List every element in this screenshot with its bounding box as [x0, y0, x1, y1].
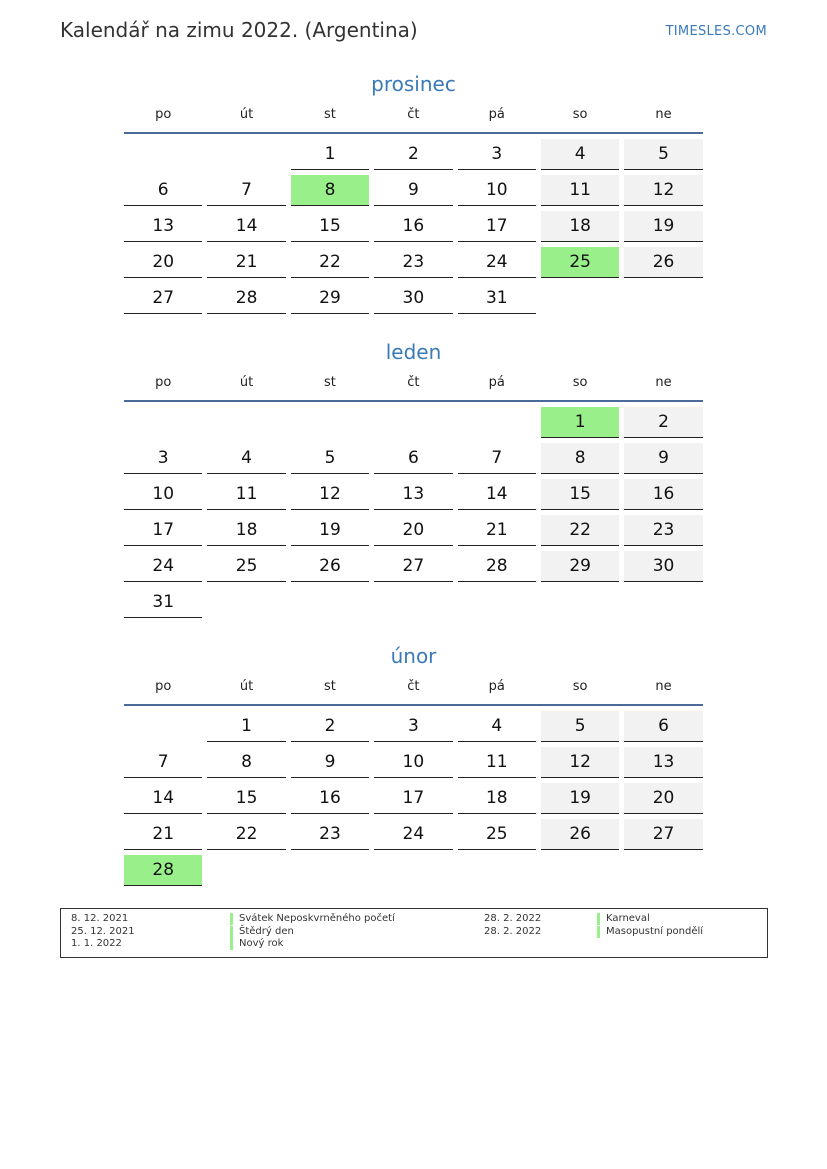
- day-cell: [458, 551, 541, 587]
- day-cell: [374, 783, 457, 819]
- day-number: 5: [541, 711, 619, 742]
- day-cell: [624, 551, 707, 587]
- legend-name: Štědrý den: [230, 926, 294, 938]
- legend-name: Karneval: [597, 913, 650, 925]
- day-number: 23: [374, 247, 452, 278]
- empty-cell: [207, 587, 290, 623]
- day-number: 20: [624, 783, 702, 814]
- day-cell: [374, 283, 457, 319]
- empty-cell: [291, 407, 374, 443]
- day-number: 21: [458, 515, 536, 546]
- empty-cell: [124, 139, 207, 175]
- day-cell: [291, 479, 374, 515]
- day-cell: [124, 479, 207, 515]
- day-number: 4: [207, 443, 285, 474]
- day-number: 6: [374, 443, 452, 474]
- day-cell: [374, 515, 457, 551]
- day-number: 29: [541, 551, 619, 582]
- day-number: 10: [458, 175, 536, 206]
- day-cell: [541, 747, 624, 783]
- empty-cell: [207, 855, 290, 891]
- empty-cell: [291, 587, 374, 623]
- day-number: 27: [624, 819, 702, 850]
- day-number: 28: [207, 283, 285, 314]
- day-cell: [541, 711, 624, 747]
- day-cell: [541, 175, 624, 211]
- day-cell: [458, 711, 541, 747]
- legend-date: 1. 1. 2022: [71, 938, 122, 949]
- day-cell: [124, 551, 207, 587]
- week-row: [124, 443, 703, 479]
- day-number: 4: [541, 139, 619, 170]
- day-number: 3: [458, 139, 536, 170]
- day-number: 27: [124, 283, 202, 314]
- day-number: 23: [624, 515, 702, 546]
- day-number: 16: [291, 783, 369, 814]
- week-row: [124, 247, 703, 283]
- week-row: [124, 747, 703, 783]
- day-cell: [124, 247, 207, 283]
- holiday-day-cell: [541, 407, 624, 443]
- weekday-label: pá: [488, 679, 505, 694]
- day-number: 25: [207, 551, 285, 582]
- weekday-label: pá: [488, 375, 505, 390]
- day-cell: [124, 211, 207, 247]
- empty-cell: [374, 407, 457, 443]
- day-cell: [291, 211, 374, 247]
- empty-cell: [624, 587, 707, 623]
- day-number: 18: [541, 211, 619, 242]
- day-cell: [458, 747, 541, 783]
- day-number: 1: [291, 139, 369, 170]
- day-cell: [624, 783, 707, 819]
- day-cell: [458, 819, 541, 855]
- day-cell: [291, 747, 374, 783]
- day-cell: [624, 443, 707, 479]
- empty-cell: [207, 139, 290, 175]
- weekday-header: [124, 104, 703, 134]
- month-name: únor: [390, 644, 437, 668]
- day-cell: [374, 175, 457, 211]
- weeks-grid: [124, 139, 703, 319]
- weekday-label: ne: [655, 375, 672, 390]
- day-number: 26: [291, 551, 369, 582]
- day-number: 15: [541, 479, 619, 510]
- day-cell: [207, 783, 290, 819]
- weekday-label: ne: [655, 107, 672, 122]
- day-number: 11: [458, 747, 536, 778]
- day-number: 11: [541, 175, 619, 206]
- day-number: 5: [624, 139, 702, 170]
- day-cell: [458, 443, 541, 479]
- day-number: 8: [291, 175, 369, 206]
- week-row: [124, 479, 703, 515]
- day-cell: [291, 139, 374, 175]
- weekday-label: st: [324, 107, 336, 122]
- week-row: [124, 211, 703, 247]
- day-number: 13: [374, 479, 452, 510]
- day-number: 8: [541, 443, 619, 474]
- weekday-label: út: [239, 679, 254, 694]
- day-number: 12: [291, 479, 369, 510]
- day-cell: [458, 139, 541, 175]
- day-cell: [124, 283, 207, 319]
- legend-name: Masopustní pondělí: [597, 926, 703, 938]
- day-cell: [541, 139, 624, 175]
- day-number: 6: [624, 711, 702, 742]
- empty-cell: [291, 855, 374, 891]
- empty-cell: [624, 855, 707, 891]
- week-row: [124, 855, 703, 891]
- day-number: 24: [374, 819, 452, 850]
- day-cell: [458, 247, 541, 283]
- day-number: 10: [124, 479, 202, 510]
- day-cell: [458, 175, 541, 211]
- month-name: leden: [385, 340, 442, 364]
- day-number: 19: [541, 783, 619, 814]
- week-row: [124, 407, 703, 443]
- weekday-label: st: [324, 679, 336, 694]
- week-row: [124, 711, 703, 747]
- day-cell: [207, 283, 290, 319]
- month-calendar: [124, 642, 703, 891]
- weekday-label: so: [572, 679, 588, 694]
- weekday-label: so: [572, 107, 588, 122]
- day-cell: [624, 479, 707, 515]
- day-cell: [207, 443, 290, 479]
- day-number: 12: [541, 747, 619, 778]
- day-number: 17: [124, 515, 202, 546]
- day-number: 22: [291, 247, 369, 278]
- month-name: prosinec: [371, 72, 456, 96]
- day-cell: [124, 783, 207, 819]
- day-cell: [458, 783, 541, 819]
- day-number: 7: [458, 443, 536, 474]
- day-number: 25: [541, 247, 619, 278]
- day-cell: [541, 819, 624, 855]
- day-number: 18: [207, 515, 285, 546]
- day-cell: [374, 211, 457, 247]
- week-row: [124, 515, 703, 551]
- day-cell: [207, 711, 290, 747]
- day-cell: [124, 747, 207, 783]
- day-cell: [291, 443, 374, 479]
- month-calendar: [124, 70, 703, 319]
- day-cell: [541, 211, 624, 247]
- day-cell: [207, 551, 290, 587]
- week-row: [124, 283, 703, 319]
- day-number: 22: [541, 515, 619, 546]
- day-number: 28: [458, 551, 536, 582]
- day-cell: [374, 479, 457, 515]
- day-cell: [207, 747, 290, 783]
- day-cell: [374, 247, 457, 283]
- day-cell: [124, 443, 207, 479]
- legend-date: 25. 12. 2021: [71, 926, 135, 937]
- day-number: 16: [374, 211, 452, 242]
- week-row: [124, 783, 703, 819]
- empty-cell: [541, 587, 624, 623]
- day-cell: [624, 211, 707, 247]
- day-number: 18: [458, 783, 536, 814]
- day-number: 25: [458, 819, 536, 850]
- empty-cell: [207, 407, 290, 443]
- week-row: [124, 819, 703, 855]
- day-cell: [624, 247, 707, 283]
- legend-date: 28. 2. 2022: [484, 913, 542, 924]
- day-number: 13: [124, 211, 202, 242]
- day-cell: [374, 819, 457, 855]
- day-number: 23: [291, 819, 369, 850]
- day-cell: [374, 551, 457, 587]
- day-cell: [458, 283, 541, 319]
- day-cell: [541, 515, 624, 551]
- weeks-grid: [124, 711, 703, 891]
- empty-cell: [541, 855, 624, 891]
- day-number: 3: [124, 443, 202, 474]
- weekday-label: út: [239, 375, 254, 390]
- day-number: 24: [124, 551, 202, 582]
- day-number: 9: [624, 443, 702, 474]
- day-number: 4: [458, 711, 536, 742]
- day-number: 21: [207, 247, 285, 278]
- empty-cell: [374, 587, 457, 623]
- day-cell: [207, 247, 290, 283]
- day-number: 21: [124, 819, 202, 850]
- day-cell: [541, 443, 624, 479]
- day-cell: [291, 283, 374, 319]
- legend-date: 28. 2. 2022: [484, 926, 542, 937]
- day-number: 9: [291, 747, 369, 778]
- weekday-label: út: [239, 107, 254, 122]
- day-number: 8: [207, 747, 285, 778]
- day-number: 26: [624, 247, 702, 278]
- brand-link[interactable]: TIMESLES.COM: [665, 24, 767, 39]
- day-number: 6: [124, 175, 202, 206]
- day-number: 14: [124, 783, 202, 814]
- day-cell: [458, 515, 541, 551]
- day-number: 2: [624, 407, 702, 438]
- day-number: 16: [624, 479, 702, 510]
- holiday-day-cell: [541, 247, 624, 283]
- day-number: 13: [624, 747, 702, 778]
- day-number: 15: [207, 783, 285, 814]
- day-cell: [124, 819, 207, 855]
- day-number: 2: [374, 139, 452, 170]
- day-number: 20: [374, 515, 452, 546]
- day-number: 7: [124, 747, 202, 778]
- holiday-day-cell: [291, 175, 374, 211]
- weekday-label: ne: [655, 679, 672, 694]
- empty-cell: [374, 855, 457, 891]
- day-cell: [624, 819, 707, 855]
- day-cell: [541, 551, 624, 587]
- day-number: 26: [541, 819, 619, 850]
- day-cell: [374, 747, 457, 783]
- day-cell: [624, 139, 707, 175]
- empty-cell: [624, 283, 707, 319]
- weekday-label: čt: [407, 375, 420, 390]
- day-number: 12: [624, 175, 702, 206]
- day-cell: [624, 711, 707, 747]
- day-number: 14: [458, 479, 536, 510]
- empty-cell: [541, 283, 624, 319]
- day-cell: [291, 247, 374, 283]
- day-number: 10: [374, 747, 452, 778]
- legend-date: 8. 12. 2021: [71, 913, 129, 924]
- empty-cell: [458, 407, 541, 443]
- day-cell: [291, 551, 374, 587]
- day-cell: [374, 711, 457, 747]
- day-number: 20: [124, 247, 202, 278]
- weekday-label: so: [572, 375, 588, 390]
- day-cell: [458, 479, 541, 515]
- weekday-header: [124, 676, 703, 706]
- day-number: 28: [124, 855, 202, 886]
- day-number: 17: [458, 211, 536, 242]
- day-number: 31: [124, 587, 202, 618]
- day-cell: [207, 175, 290, 211]
- day-number: 1: [541, 407, 619, 438]
- day-number: 17: [374, 783, 452, 814]
- day-number: 24: [458, 247, 536, 278]
- day-cell: [207, 211, 290, 247]
- holiday-legend: [60, 908, 768, 958]
- day-cell: [207, 515, 290, 551]
- day-cell: [541, 783, 624, 819]
- weekday-header: [124, 372, 703, 402]
- weekday-label: čt: [407, 107, 420, 122]
- day-number: 11: [207, 479, 285, 510]
- day-cell: [541, 479, 624, 515]
- legend-name: Svátek Neposkvrněného početí: [230, 913, 395, 925]
- day-cell: [624, 175, 707, 211]
- week-row: [124, 139, 703, 175]
- day-cell: [124, 515, 207, 551]
- week-row: [124, 551, 703, 587]
- weekday-label: pá: [488, 107, 505, 122]
- weekday-label: po: [155, 107, 172, 122]
- day-number: 19: [291, 515, 369, 546]
- month-calendar: [124, 338, 703, 623]
- day-number: 30: [374, 283, 452, 314]
- day-number: 29: [291, 283, 369, 314]
- empty-cell: [124, 407, 207, 443]
- legend-name: Nový rok: [230, 938, 283, 950]
- page-title: Kalendář na zimu 2022. (Argentina): [60, 18, 418, 42]
- day-number: 15: [291, 211, 369, 242]
- empty-cell: [458, 587, 541, 623]
- day-cell: [291, 819, 374, 855]
- day-cell: [207, 479, 290, 515]
- day-cell: [624, 407, 707, 443]
- day-number: 1: [207, 711, 285, 742]
- day-cell: [458, 211, 541, 247]
- week-row: [124, 587, 703, 623]
- day-cell: [291, 783, 374, 819]
- weekday-label: po: [155, 679, 172, 694]
- day-number: 19: [624, 211, 702, 242]
- weeks-grid: [124, 407, 703, 623]
- day-cell: [291, 515, 374, 551]
- day-cell: [124, 587, 207, 623]
- day-number: 22: [207, 819, 285, 850]
- day-cell: [624, 515, 707, 551]
- day-number: 7: [207, 175, 285, 206]
- empty-cell: [124, 711, 207, 747]
- day-cell: [207, 819, 290, 855]
- day-cell: [624, 747, 707, 783]
- day-number: 30: [624, 551, 702, 582]
- day-cell: [374, 443, 457, 479]
- week-row: [124, 175, 703, 211]
- day-number: 5: [291, 443, 369, 474]
- day-number: 27: [374, 551, 452, 582]
- day-number: 31: [458, 283, 536, 314]
- day-number: 2: [291, 711, 369, 742]
- weekday-label: čt: [407, 679, 420, 694]
- day-number: 14: [207, 211, 285, 242]
- day-cell: [124, 175, 207, 211]
- weekday-label: st: [324, 375, 336, 390]
- empty-cell: [458, 855, 541, 891]
- day-number: 3: [374, 711, 452, 742]
- day-cell: [291, 711, 374, 747]
- day-number: 9: [374, 175, 452, 206]
- weekday-label: po: [155, 375, 172, 390]
- day-cell: [374, 139, 457, 175]
- holiday-day-cell: [124, 855, 207, 891]
